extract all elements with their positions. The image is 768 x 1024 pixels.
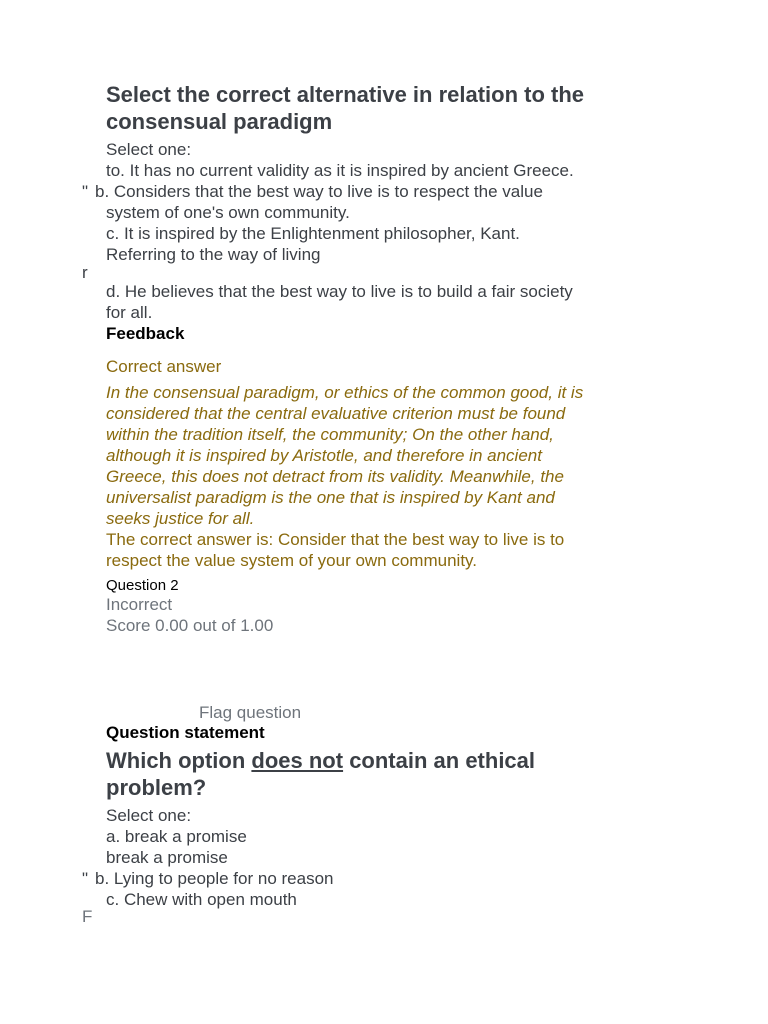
question2-select-one: Select one: <box>106 806 192 825</box>
question1-title-line2: consensual paradigm <box>106 109 333 134</box>
feedback-heading: Feedback <box>106 324 185 343</box>
question2-number: Question 2 <box>106 577 179 594</box>
question2-title-post: contain an ethical <box>343 748 536 773</box>
correct-answer-line2: respect the value system of your own community. <box>106 551 478 570</box>
question2-score: Score 0.00 out of 1.00 <box>106 616 274 635</box>
question1-option-c-line1[interactable]: c. It is inspired by the Enlightenment philosopher, Kant. <box>106 224 520 243</box>
question2-title-line1 <box>106 747 535 774</box>
explanation-line: within the tradition itself, the community; On the other hand, <box>106 425 554 444</box>
question1-option-c-line2[interactable]: Referring to the way of living <box>106 245 321 264</box>
explanation-line: although it is inspired by Aristotle, and therefore in ancient <box>106 446 542 465</box>
question2-status: Incorrect <box>106 595 173 614</box>
question-statement-heading: Question statement <box>106 723 265 742</box>
question1-option-b-line1[interactable]: b. Considers that the best way to live is to respect the value <box>95 182 543 201</box>
question1-option-d-line1[interactable]: d. He believes that the best way to live is to build a fair society <box>106 282 573 301</box>
question2-option-c[interactable]: c. Chew with open mouth <box>106 890 297 909</box>
question1-option-b-marker: " <box>82 182 89 201</box>
question2-title-emphasis: does not <box>251 748 344 773</box>
question2-option-b[interactable]: b. Lying to people for no reason <box>95 869 334 888</box>
question2-title-pre: Which option <box>106 748 252 773</box>
explanation-line: In the consensual paradigm, or ethics of the common good, it is <box>106 383 584 402</box>
correct-answer-label: Correct answer <box>106 357 222 376</box>
question2-option-a[interactable]: a. break a promise <box>106 827 247 846</box>
question2-title-line2: problem? <box>106 775 207 800</box>
question1-option-b-line2[interactable]: system of one's own community. <box>106 203 350 222</box>
explanation-line: Greece, this does not detract from its validity. Meanwhile, the <box>106 467 564 486</box>
question1-stray-char: r <box>82 263 88 282</box>
question2-stray-char: F <box>82 907 93 926</box>
explanation-line: universalist paradigm is the one that is inspired by Kant and <box>106 488 555 507</box>
question2-option-b-marker: " <box>82 869 89 888</box>
question1-title-line1: Select the correct alternative in relation to the <box>106 82 585 107</box>
question1-select-one: Select one: <box>106 140 192 159</box>
question2-option-a-repeat[interactable]: break a promise <box>106 848 228 867</box>
question1-option-a[interactable]: to. It has no current validity as it is inspired by ancient Greece. <box>106 161 574 180</box>
correct-answer-line1: The correct answer is: Consider that the best way to live is to <box>106 530 565 549</box>
flag-question-link[interactable]: Flag question <box>199 703 302 722</box>
explanation-line: seeks justice for all. <box>106 509 255 528</box>
explanation-line: considered that the central evaluative criterion must be found <box>106 404 566 423</box>
question1-option-d-line2[interactable]: for all. <box>106 303 153 322</box>
